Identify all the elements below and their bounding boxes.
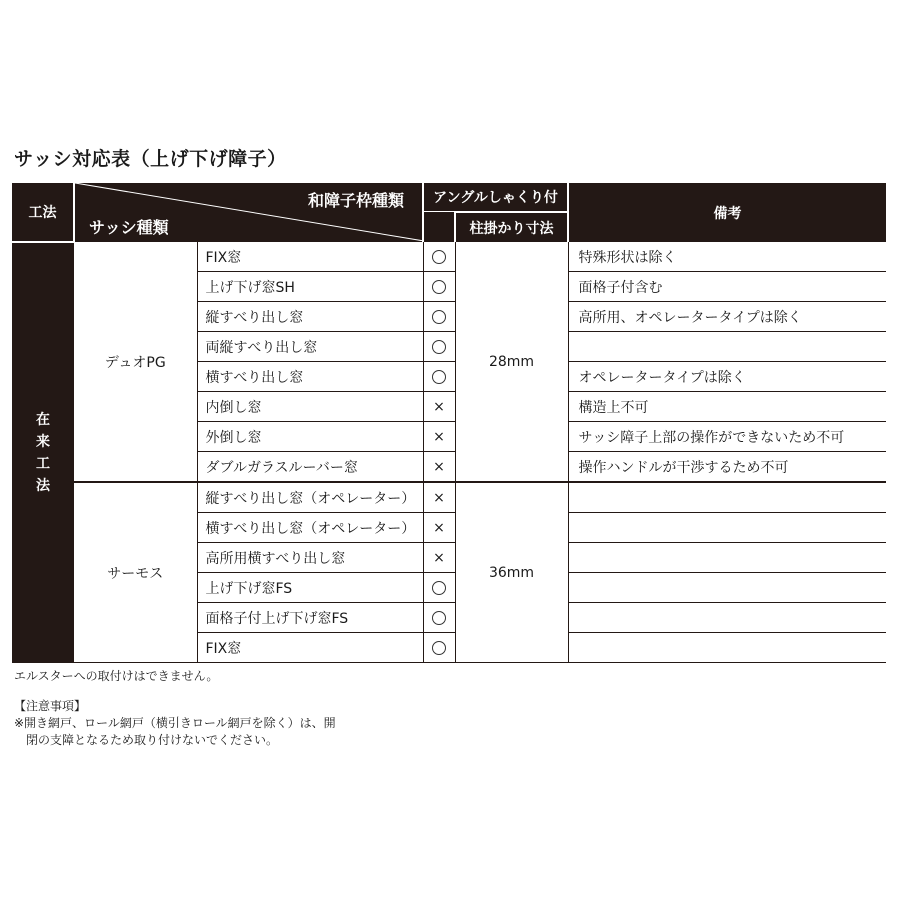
caution-heading: 【注意事項】 (14, 699, 87, 713)
circle-icon (432, 280, 446, 294)
header-angle: アングルしゃくり付 (423, 183, 568, 212)
note: 面格子付含む (568, 272, 886, 302)
caution-line-1: ※開き網戸、ロール網戸（横引きロール網戸を除く）は、開 (14, 716, 336, 730)
circle-icon (432, 581, 446, 595)
sash-compatibility-table (12, 183, 886, 663)
compatibility-mark-cell (423, 603, 455, 633)
window-type: 縦すべり出し窓 (197, 302, 423, 332)
header-row-1 (12, 183, 886, 212)
note (568, 482, 886, 513)
window-type: 内倒し窓 (197, 392, 423, 422)
compatibility-mark-cell (423, 362, 455, 392)
compatibility-mark-cell (423, 272, 455, 302)
compatibility-mark-cell (423, 422, 455, 452)
table-row (12, 482, 886, 513)
compatibility-mark-cell (423, 513, 455, 543)
compatibility-mark-cell (423, 452, 455, 483)
window-type: 横すべり出し窓 (197, 362, 423, 392)
note: 操作ハンドルが干渉するため不可 (568, 452, 886, 483)
window-type: ダブルガラスルーバー窓 (197, 452, 423, 483)
header-method: 工法 (12, 183, 74, 242)
note: 構造上不可 (568, 392, 886, 422)
compatibility-mark-cell (423, 242, 455, 272)
compatibility-mark-cell (423, 633, 455, 663)
note (568, 573, 886, 603)
note: 特殊形状は除く (568, 242, 886, 272)
note (568, 543, 886, 573)
window-type: FIX窓 (197, 242, 423, 272)
method-cell (12, 242, 74, 663)
circle-icon (432, 340, 446, 354)
cross-icon: × (433, 549, 445, 566)
method-label: 在来工法 (36, 411, 50, 494)
window-type: 外倒し窓 (197, 422, 423, 452)
table-row (12, 242, 886, 272)
cross-icon: × (433, 519, 445, 536)
note: サッシ障子上部の操作ができないため不可 (568, 422, 886, 452)
circle-icon (432, 641, 446, 655)
circle-icon (432, 370, 446, 384)
window-type: 横すべり出し窓（オペレーター） (197, 513, 423, 543)
compatibility-mark-cell (423, 543, 455, 573)
window-type: FIX窓 (197, 633, 423, 663)
window-type: 両縦すべり出し窓 (197, 332, 423, 362)
footnote: エルスターへの取付けはできません。 (14, 669, 219, 683)
note: 高所用、オペレータータイプは除く (568, 302, 886, 332)
compatibility-mark-cell (423, 482, 455, 513)
compatibility-mark-cell (423, 302, 455, 332)
circle-icon (432, 310, 446, 324)
note (568, 633, 886, 663)
cross-icon: × (433, 458, 445, 475)
header-sash-type: サッシ種類 (89, 218, 169, 237)
series-name: デュオPG (74, 242, 197, 482)
header-diagonal-cell (74, 183, 423, 242)
window-type: 上げ下げ窓SH (197, 272, 423, 302)
header-angle-spacer (423, 212, 455, 242)
circle-icon (432, 611, 446, 625)
note (568, 513, 886, 543)
cross-icon: × (433, 398, 445, 415)
pillar-dimension: 28mm (455, 242, 568, 482)
caution-block (14, 698, 336, 749)
caution-line-2: 閉の支障となるため取り付けないでください。 (26, 733, 279, 747)
header-pillar: 柱掛かり寸法 (455, 212, 568, 242)
page-title: サッシ対応表（上げ下げ障子） (14, 148, 287, 170)
pillar-dimension: 36mm (455, 482, 568, 663)
circle-icon (432, 250, 446, 264)
cross-icon: × (433, 489, 445, 506)
window-type: 面格子付上げ下げ窓FS (197, 603, 423, 633)
header-notes: 備考 (568, 183, 886, 242)
compatibility-mark-cell (423, 573, 455, 603)
window-type: 上げ下げ窓FS (197, 573, 423, 603)
window-type: 高所用横すべり出し窓 (197, 543, 423, 573)
window-type: 縦すべり出し窓（オペレーター） (197, 482, 423, 513)
compatibility-mark-cell (423, 332, 455, 362)
note (568, 603, 886, 633)
compatibility-mark-cell (423, 392, 455, 422)
header-frame-type: 和障子枠種類 (307, 191, 404, 210)
series-name: サーモス (74, 482, 197, 663)
note (568, 332, 886, 362)
note: オペレータータイプは除く (568, 362, 886, 392)
cross-icon: × (433, 428, 445, 445)
